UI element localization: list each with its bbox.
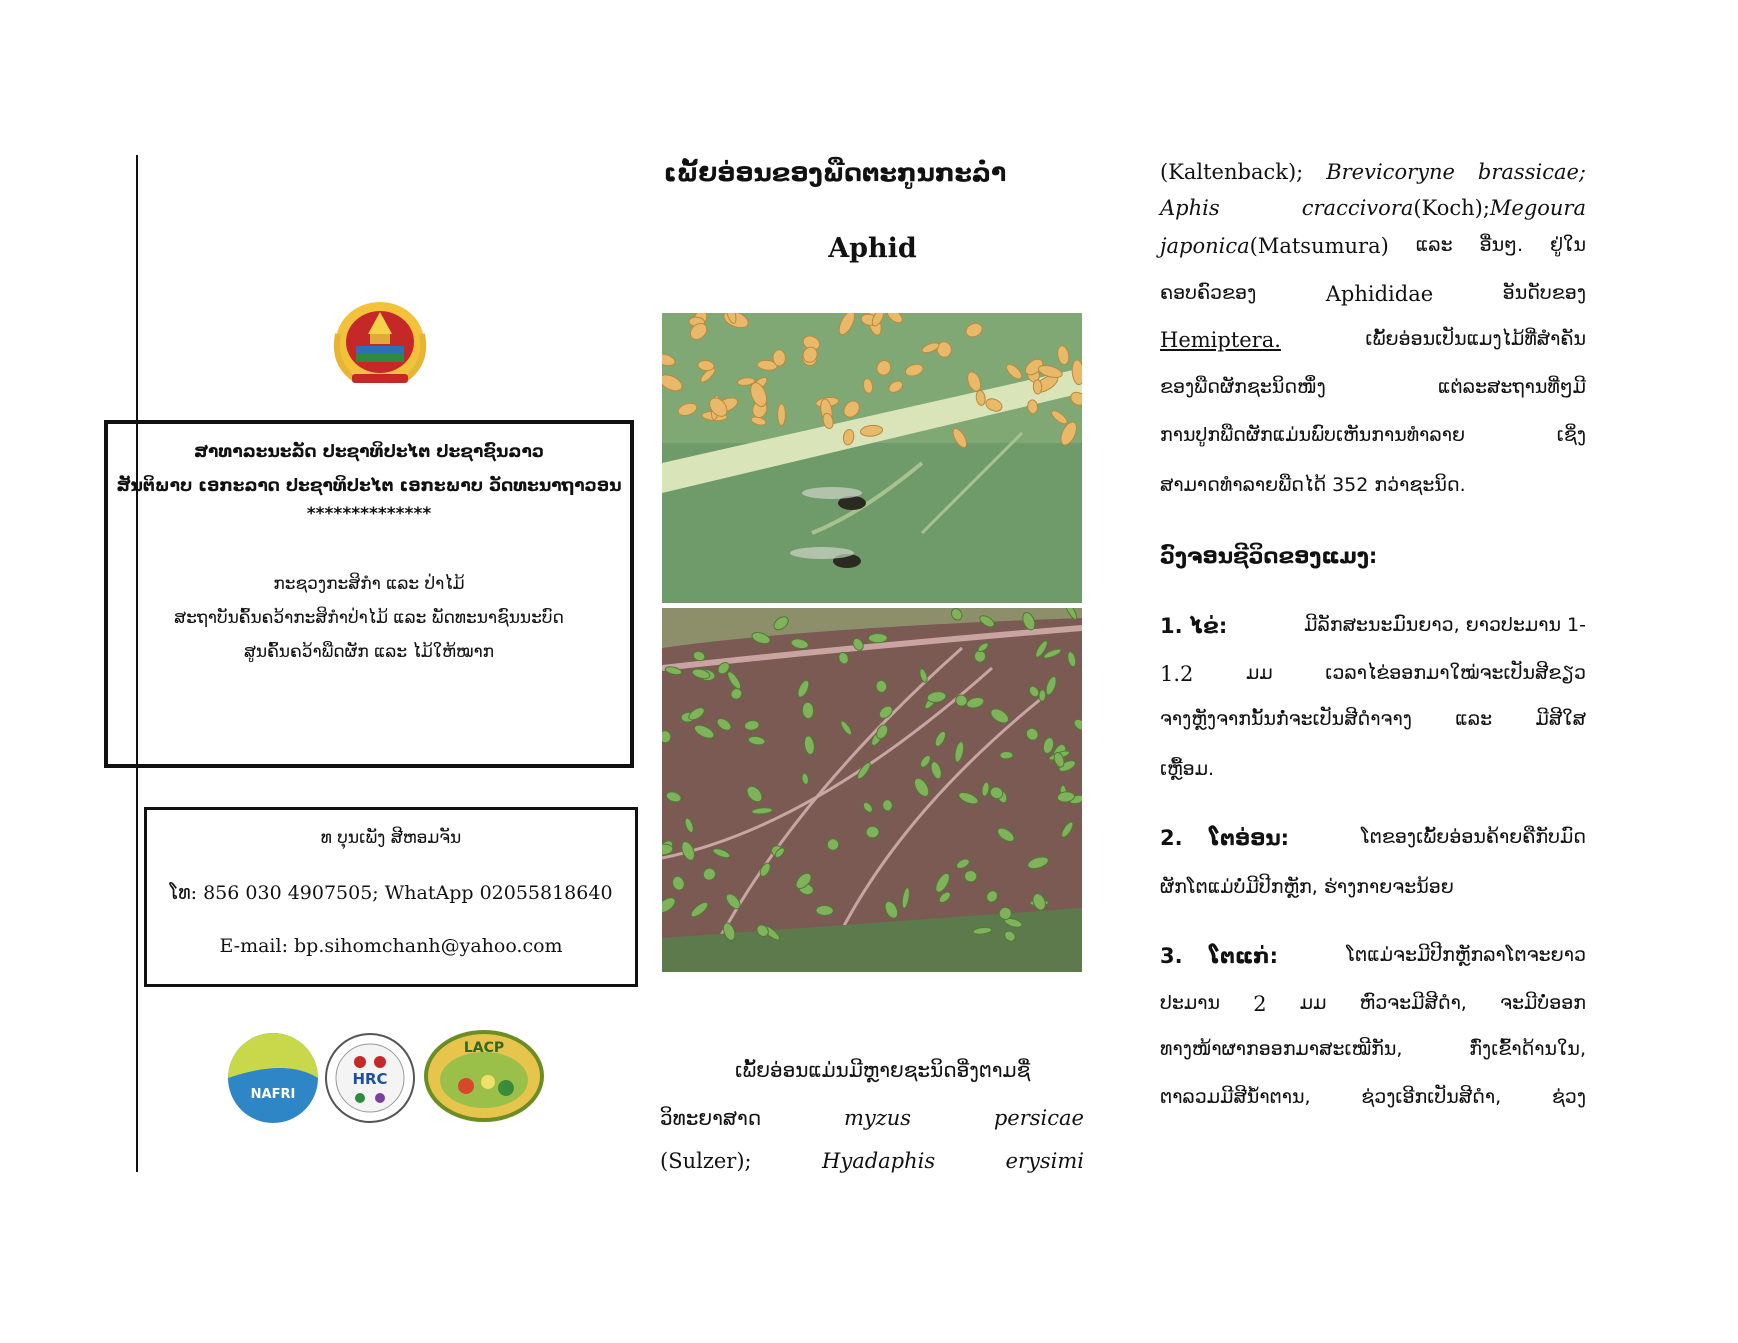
species-hyadaphis: Hyadaphis (822, 1149, 936, 1173)
aphid-mark (1039, 690, 1046, 702)
nymph-text-1: ໂຕຂອງເພັ້ຍອ່ອນຄ້າຍຄືກັບມົດ (1360, 826, 1586, 848)
nymph-number: 2. (1160, 826, 1183, 850)
egg-text-3b: ແລະ (1455, 708, 1493, 730)
lao-national-emblem-icon (326, 294, 434, 388)
adult-line-1 (1160, 944, 1586, 968)
adult-text-3b: ກົ່ງເຂົ້າດ້ານໃນ, (1469, 1038, 1586, 1060)
egg-line-3 (1160, 708, 1586, 730)
egg-text-2: ເວລາໄຂ່ອອກມາໃໝ່ຈະເປັນສີຂຽວ (1325, 662, 1586, 684)
adult-text-2d: ຫົວຈະມີສີດຳ, (1359, 992, 1467, 1014)
ministry-name: ກະຊວງກະສິກຳ ແລະ ປ່າໄມ້ (273, 574, 465, 594)
species-brassicae: brassicae; (1477, 160, 1586, 184)
institute-name: ສະຖາບັນຄົ້ນຄວ້າກະສິກຳປ່າໄມ້ ແລະ ພັດທະນາຊົນນະບົດ (174, 608, 564, 628)
nymph-text-2: ຜັກໂຕແມ່ບໍ່ມີປີກຫຼັກ, ຮ່າງກາຍຈະນ້ອຍ (1160, 876, 1454, 898)
adult-label: ໂຕແກ່: (1209, 944, 1278, 968)
right-line-4 (1160, 282, 1586, 306)
species-author-sulzer: (Sulzer); (660, 1149, 752, 1173)
species-intro-line: ເພັ້ຍອ່ອນແມ່ນມີຫຼາຍຊະນິດອີ່ງຕາມຊື່ (735, 1058, 1031, 1082)
species-japonica: japonica (1160, 234, 1250, 258)
aphid-colony-on-leaf-photo (662, 313, 1082, 603)
hrc-logo-text: HRC (352, 1070, 388, 1088)
life-cycle-heading: ວົງຈອນຊີວິດຂອງແມງ: (1160, 544, 1378, 568)
ministry-header-box (104, 420, 634, 768)
lacp-logo-text: LACP (463, 1040, 505, 1056)
text-damage-found: ການປູກພືດຜັກແມ່ນພົບເຫັນການທຳລາຍ (1160, 424, 1466, 446)
adult-text-1: ໂຕແມ່ຈະມີປີກຫຼັກລາໂຕຈະຍາວ (1346, 944, 1586, 966)
text-koch: (Koch); (1413, 196, 1490, 220)
adult-text-4c: ຊ່ວງ (1551, 1086, 1586, 1108)
text-each-location: ແຕ່ລະສະຖານທີ່ໆມີ (1437, 376, 1586, 398)
aphid-mark (868, 633, 887, 643)
adult-text-4a: ຕາລວມມີສີນ້ຳຕານ, (1160, 1086, 1311, 1108)
egg-text-1: ມີລັກສະນະມົນຍາວ, ຍາວປະມານ 1- (1304, 614, 1586, 636)
species-erysimi: erysimi (1005, 1149, 1084, 1173)
text-host-count: ສາມາດທຳລາຍພືດໄດ້ 352 ກວ່າຊະນິດ. (1160, 474, 1466, 496)
text-order-of: ອັນດັບຂອງ (1502, 282, 1586, 304)
species-persicae: persicae (993, 1106, 1084, 1130)
egg-line-4 (1160, 756, 1586, 780)
national-motto: ສັນຕິພາບ ເອກະລາດ ປະຊາທິປະໄຕ ເອກະພາບ ວັດທະນາຖາວອນ (116, 476, 622, 496)
aphid-mark (778, 404, 786, 426)
species-craccivora: craccivora (1301, 196, 1414, 220)
country-name: ສາທາລະນະລັດ ປະຊາທິປະໄຕ ປະຊາຊົນລາວ (194, 442, 544, 462)
lacp-logo (426, 1032, 542, 1120)
adult-line-2 (1160, 992, 1586, 1016)
email-line: E-mail: bp.sihomchanh@yahoo.com (219, 935, 563, 957)
species-megoura: Megoura (1489, 196, 1586, 220)
aphid-mark (866, 826, 879, 838)
right-line-3 (1160, 234, 1586, 258)
egg-text-4: ເຫຼື້ອມ. (1160, 758, 1215, 780)
text-others: ອື່ນໆ. (1479, 234, 1523, 256)
nafri-logo-text: NAFRI (250, 1087, 296, 1102)
text-aphididae: Aphididae (1325, 282, 1434, 306)
species-line-2 (660, 1106, 1084, 1130)
stars-divider: ************** (306, 504, 432, 524)
phone-line: ໂທ: 856 030 4907505; WhatApp 02055818640 (169, 882, 613, 904)
egg-text-3c: ມີສີໃສ (1535, 708, 1586, 730)
aphid-mark (1000, 751, 1013, 759)
species-brevicoryne: Brevicoryne (1326, 160, 1455, 184)
adult-text-2e: ຈະມີບໍ່ອອກ (1500, 992, 1586, 1014)
egg-text-3a: ຈາງຫຼັງຈາກນັ້ນກໍ່ຈະເປັນສີດຳຈາງ (1160, 708, 1412, 730)
adult-size: 2 (1253, 992, 1267, 1016)
research-center-name: ສູນຄົ້ນຄວ້າພືດຜັກ ແລະ ໄມ້ໃຫ້ໝາກ (243, 642, 495, 662)
egg-unit: ມມ (1245, 662, 1273, 684)
right-line-2 (1160, 196, 1586, 220)
text-which: ເຊິ່ງ (1556, 424, 1586, 446)
contact-box (144, 807, 638, 987)
text-important-insect: ເພັ້ຍອ່ອນເປັນແມງໄມ້ທີ່ສຳຄັນ (1365, 328, 1586, 350)
aphid-mark (816, 905, 834, 916)
partner-logos (226, 1028, 546, 1128)
adult-text-3a: ທາງໜ້າຜາກອອກມາສະເໝີກັນ, (1160, 1038, 1403, 1060)
text-family-of: ຄອບຄົວຂອງ (1160, 282, 1257, 304)
author-name: ທ ບຸນເພັງ ສີຫອມຈັນ (320, 828, 462, 848)
word-scientific: ວິທະຍາສາດ (660, 1106, 762, 1130)
right-line-6 (1160, 376, 1586, 398)
species-aphis: Aphis (1160, 196, 1220, 220)
green-aphids-on-leaf-photo (662, 608, 1082, 972)
egg-label: 1. ໄຂ່: (1160, 614, 1228, 638)
right-line-5 (1160, 328, 1586, 352)
adult-text-4b: ຊ່ວງເອີກເປັນສີດຳ, (1361, 1086, 1502, 1108)
nymph-line-2 (1160, 874, 1586, 898)
text-hemiptera: Hemiptera. (1160, 328, 1281, 352)
species-myzus: myzus (843, 1106, 912, 1130)
aphid-mark (773, 350, 786, 366)
nymph-label: ໂຕອ່ອນ: (1209, 826, 1290, 850)
nymph-line-1 (1160, 826, 1586, 850)
adult-line-3 (1160, 1038, 1586, 1060)
species-line-3 (660, 1149, 1084, 1173)
right-line-8 (1160, 472, 1586, 496)
egg-line-2 (1160, 662, 1586, 686)
adult-text-2a: ປະມານ (1160, 992, 1220, 1014)
right-line-7 (1160, 424, 1586, 446)
adult-unit: ມມ (1299, 992, 1327, 1014)
adult-line-4 (1160, 1086, 1586, 1108)
egg-size: 1.2 (1160, 662, 1194, 686)
text-matsumura: (Matsumura) (1249, 234, 1389, 258)
egg-line-1 (1160, 614, 1586, 638)
aphid-mark (1033, 379, 1042, 394)
text-and: ແລະ (1415, 234, 1453, 256)
text-kaltenback: (Kaltenback); (1160, 160, 1304, 184)
adult-number: 3. (1160, 944, 1183, 968)
text-in: ຢູ່ໃນ (1549, 234, 1586, 256)
page-title-english: Aphid (828, 233, 917, 264)
text-vegetable-type: ຂອງພືດຜັກຊະນິດໜຶ່ງ (1160, 376, 1326, 398)
right-line-1 (1160, 160, 1586, 184)
nafri-logo (228, 1033, 318, 1123)
page-title-lao: ເພັ້ຍອ່ອນຂອງພືດຕະກູນກະລໍ່າ (663, 158, 1007, 187)
hrc-logo (326, 1034, 414, 1122)
